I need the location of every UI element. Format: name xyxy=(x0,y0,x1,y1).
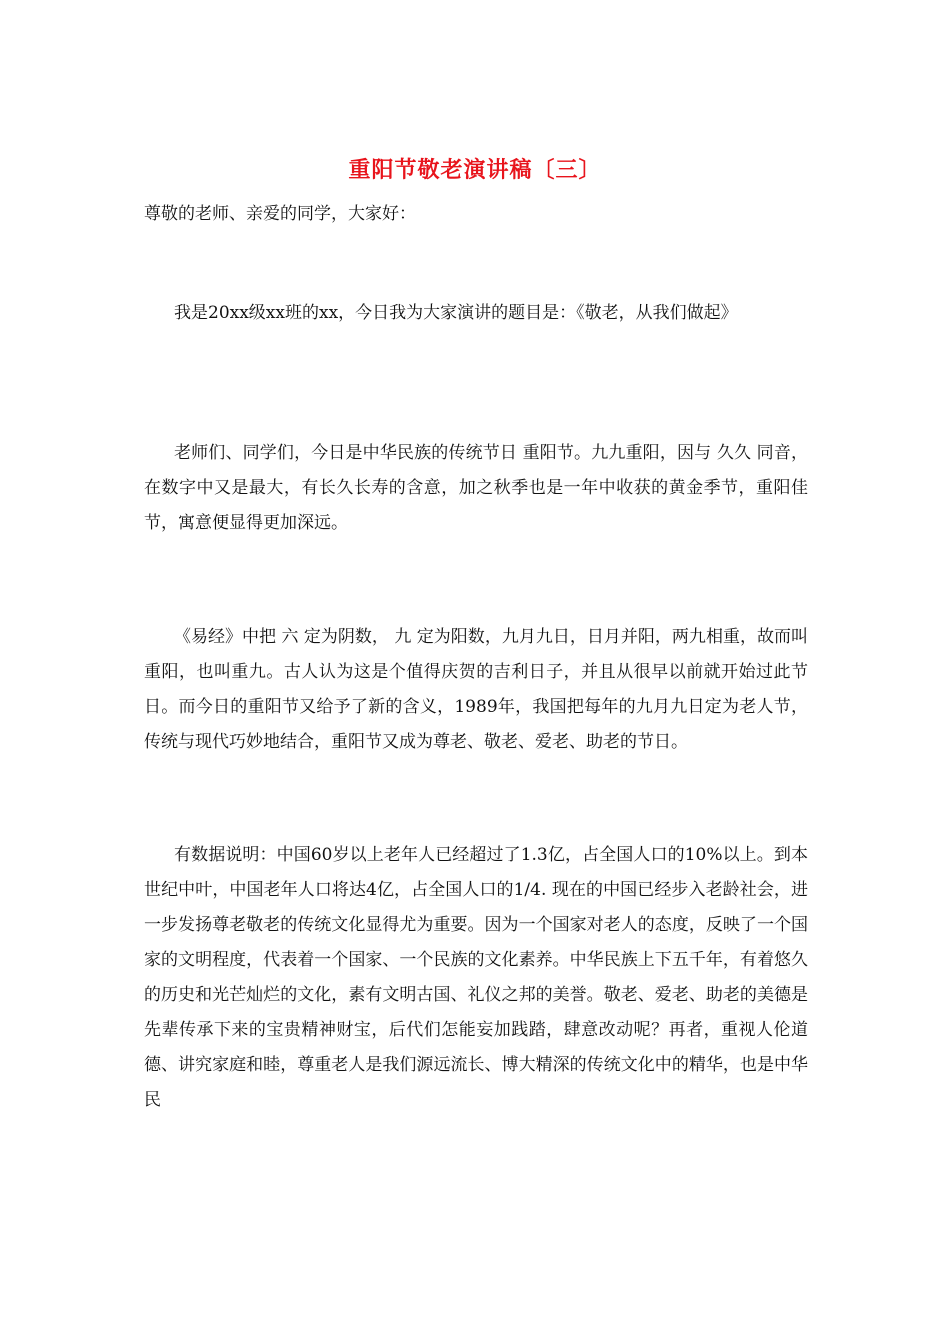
salutation: 尊敬的老师、亲爱的同学，大家好： xyxy=(144,204,416,224)
paragraph-intro: 我是20xx级xx班的xx，今日我为大家演讲的题目是：《敬老，从我们做起》 xyxy=(174,303,738,323)
document-title: 重阳节敬老演讲稿〔三〕 xyxy=(348,157,602,183)
paragraph-data: 有数据说明：中国60岁以上老年人已经超过了1.3亿，占全国人口的10%以上。到本世纪中叶，中国老年人口将达4亿，占全国人口的1/4. 现在的中国已经步入老龄社会，进一步发扬尊老敬老的传统文化显得尤为重要。因为一个国家对老人的态度，反映了一个国家的文明程度，代表着一个国家、一个民族的文化素养。中华民族上下五千年，有着悠久的历史和光芒灿烂的文化，素有文明古国、礼仪之邦的美誉。敬老、爱老、助老的美德是先辈传承下来的宝贵精神财宝，后代们怎能妄加践踏，肆意改动呢？再者，重视人伦道德、讲究家庭和睦，尊重老人是我们源远流长、博大精深的传统文化中的精华，也是中华民 xyxy=(144,845,808,1110)
paragraph-yijing: 《易经》中把 六 定为阴数， 九 定为阳数，九月九日，日月并阳，两九相重，故而叫重阳，也叫重九。古人认为这是个值得庆贺的吉利日子，并且从很早以前就开始过此节日。而今日的重阳节又给予了新的含义，1989年，我国把每年的九月九日定为老人节，传统与现代巧妙地结合，重阳节又成为尊老、敬老、爱老、助老的节日。 xyxy=(144,627,808,752)
paragraph-festival: 老师们、同学们，今日是中华民族的传统节日 重阳节。九九重阳，因与 久久 同音，在数字中又是最大，有长久长寿的含意，加之秋季也是一年中收获的黄金季节，重阳佳节，寓意便显得更加深远。 xyxy=(144,443,808,533)
